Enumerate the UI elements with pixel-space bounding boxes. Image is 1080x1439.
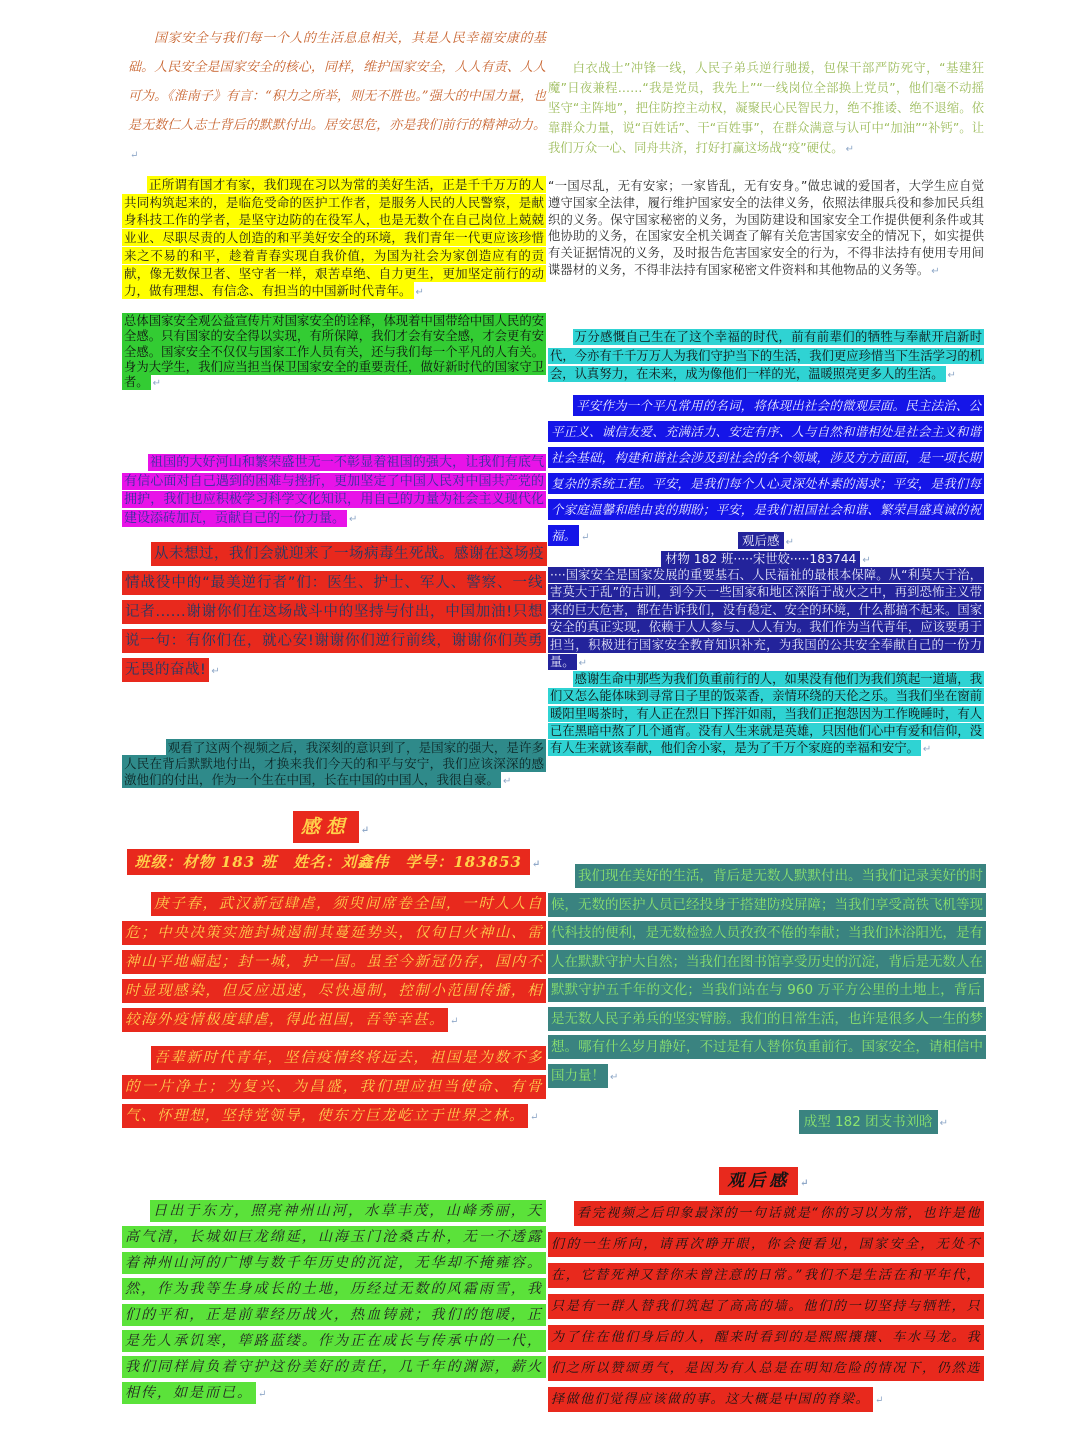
paragraph-mark: ↵ bbox=[939, 1118, 948, 1129]
red-calligraphy-1-text: 庚子春，武汉新冠肆虐，须臾间席卷全国，一时人人自危；中央决策实施封城遏制其蔓延势头，仅旬日火神山、雷神山平地崛起；封一城，护一国。虽至今新冠仍存，国内不时显现感染，但反应迅速，尽快遏制，控制小范围传播，相较海外疫情极度肆虐，得此祖国，吾等幸甚。 bbox=[122, 892, 546, 1032]
navy-review-byline-text: 材物 182 班·····宋世姣·····183744 bbox=[661, 551, 860, 567]
cyan-thanks-paragraph bbox=[548, 671, 984, 758]
paragraph-mark: ↵ bbox=[800, 1178, 813, 1189]
cyan-thanks-text: 感谢生命中那些为我们负重前行的人，如果没有他们为我们筑起一道墙，我们又怎么能体味到寻常日子里的饭菜香，亲情环绕的天伦之乐。当我们坐在窗前暖阳里喝茶时，有人正在烈日下挥汗如雨，当我们正抱怨因为工作晚睡时，有人已在黑暗中熬了几个通宵。没有人生来就是英雄，只因他们心中有爱和信仰，没有人生来就该奉献，他们舍小家，是为了千万个家庭的幸福和安宁。 bbox=[550, 672, 982, 756]
green-highlight-paragraph bbox=[122, 314, 546, 391]
blue-pingan-text: 平安作为一个平凡常用的名词，将体现出社会的微观层面。民主法治、公平正义、诚信友爱、充满活力、安定有序、人与自然和谐相处是社会主义和谐社会基础，构建和谐社会涉及到社会的各个领域，涉及方方面面，是一项长期复杂的系统工程。平安，是我们每个人心灵深处朴素的渴求；平安，是我们每个家庭温馨和睦由衷的期盼；平安，是我们祖国社会和谐、繁荣昌盛真诚的祝福。 bbox=[548, 395, 984, 546]
paragraph-mark: ↵ bbox=[931, 265, 940, 277]
guanhougan-heading-text: 观后感 bbox=[719, 1167, 798, 1195]
cyan-grateful-text: 万分感慨自己生在了这个幸福的时代，前有前辈们的牺牲与奉献开启新时代，今亦有千千万万人为我们守护当下的生活，我们更应珍惜当下生活学习的机会，认真努力，在未来，成为像他们一样的光，温暖照亮更多人的生活。 bbox=[550, 330, 982, 382]
paragraph-mark: ↵ bbox=[922, 744, 932, 756]
paragraph-mark: ↵ bbox=[578, 658, 587, 670]
signature-line bbox=[548, 1110, 948, 1130]
yellow-highlight-text: 正所谓有国才有家，我们现在习以为常的美好生活，正是千千万万的人共同构筑起来的，是临危受命的医护工作者，是服务人民的人民警察，是献身科技工作的学者，是坚守边防的在役军人，也是无数个在自己岗位上兢兢业业、尽职尽责的人创造的和平美好安全的环境，我们青年一代更应该珍惜来之不易的和平，趁着青春实现自我价值，为国为社会为家创造应有的贡献，像无数保卫者、坚守者一样，艰苦卓绝、自力更生，更加坚定前行的动力，做有理想、有信念、有担当的中国新时代青年。 bbox=[124, 177, 544, 299]
blue-pingan-paragraph bbox=[548, 393, 984, 551]
green-highlight-text: 总体国家安全观公益宣传片对国家安全的诠释，体现着中国带给中国人民的安全感。只有国家的安全得以实现，有所保障，我们才会有安全感，才会更有安全感。国家安全不仅仅与国家工作人员有关，还与我们每一个平凡的人有关。身为大学生，我们应当担当保卫国家安全的重要责任，做好新时代的国家守卫者。 bbox=[124, 314, 544, 390]
class-name-student-id-line bbox=[122, 851, 546, 872]
paragraph-mark: ↵ bbox=[610, 1071, 619, 1083]
paragraph-mark: ↵ bbox=[530, 1112, 540, 1123]
paragraph-mark: ↵ bbox=[349, 513, 358, 525]
intro-calligraphy-paragraph bbox=[128, 24, 546, 170]
paragraph-mark: ↵ bbox=[450, 1016, 460, 1027]
red-bottom-review-paragraph bbox=[548, 1198, 984, 1416]
paragraph-mark: ↵ bbox=[581, 532, 590, 543]
navy-review-title bbox=[548, 531, 984, 549]
paragraph-mark: ↵ bbox=[211, 666, 221, 677]
paragraph-mark: ↵ bbox=[862, 555, 871, 566]
red-bottom-review-text: 看完视频之后印象最深的一句话就是“你的习以为常，也许是他们的一生所向，请再次睁开眼，你会便看见，国家安全，无处不在，它替死神又替你未曾注意的日常。”我们不是生活在和平年代，只是有一群人替我们筑起了高高的墙。他们的一切坚持与牺牲，只为了住在他们身后的人，醒来时看到的是熙熙攘攘、车水马龙。我们之所以赞颂勇气，是因为有人总是在明知危险的情况下，仍然选择做他们觉得应该做的事。这大概是中国的脊梁。 bbox=[548, 1201, 984, 1412]
paragraph-mark: ↵ bbox=[845, 144, 854, 155]
green-bottom-calligraphy-paragraph bbox=[122, 1198, 546, 1408]
teal-life-text: 我们现在美好的生活，背后是无数人默默付出。当我们记录美好的时候，无数的医护人员已经投身于搭建防疫屏障；当我们享受高铁飞机等现代科技的便利，是无数检验人员孜孜不倦的奉献；当我们沐浴阳光，是有人在默默守护大自然；当我们在图书馆享受历史的沉淀，背后是无数人在默默守护五千年的文化；当我们站在与 960 万平方公里的土地上，背后是无数人民子弟兵的坚实臂膀。我们的日常生活，也许是很多人一生的梦想。哪有什么岁月静好，不过是有人替你负重前行。国家安全，请相信中国力量！ bbox=[548, 864, 986, 1088]
olive-text-paragraph bbox=[548, 58, 984, 160]
intro-text: 国家安全与我们每一个人的生活息息相关，其是人民幸福安康的基础。人民安全是国家安全的核心，同样，维护国家安全，人人有责、人人可为。《淮南子》有言：“积力之所举，则无不胜也。”强大的中国力量，也是无数仁人志士背后的默默付出。居安思危，亦是我们前行的精神动力。 bbox=[128, 31, 546, 133]
signature-text: 成型 182 团支书刘晗 bbox=[799, 1110, 938, 1134]
yellow-highlight-paragraph bbox=[122, 176, 546, 302]
red-tribute-paragraph bbox=[122, 540, 546, 686]
navy-review-byline bbox=[548, 549, 984, 567]
magenta-highlight-paragraph bbox=[122, 454, 546, 529]
ganxiang-heading-text: 感想 bbox=[293, 811, 359, 843]
navy-review-title-text: 观后感 bbox=[738, 532, 784, 549]
paragraph-mark: ↵ bbox=[360, 825, 376, 836]
paragraph-mark: ↵ bbox=[875, 1395, 885, 1406]
paragraph-mark: ↵ bbox=[947, 370, 956, 382]
red-calligraphy-paragraph-1 bbox=[122, 890, 546, 1036]
paragraph-mark: ↵ bbox=[532, 859, 542, 870]
olive-paragraph-text: 白衣战士”冲锋一线，人民子弟兵逆行驰援，包保干部严防死守，“基建狂魔”日夜兼程……“我是党员，我先上”“一线岗位全部换上党员”，他们毫不动摇坚守“主阵地”，把住防控主动权，凝聚民心民智民力，绝不推诿、绝不退缩。依靠群众力量，说“百姓话”、干“百姓事”，在群众满意与认可中“加油”“补钙”。让我们万众一心、同舟共济，打好打赢这场战“疫”硬仗。 bbox=[548, 61, 984, 155]
teal-reflection-paragraph bbox=[122, 740, 546, 790]
red-calligraphy-paragraph-2 bbox=[122, 1044, 546, 1132]
navy-review-body-text: ····国家安全是国家发展的重要基石、人民福祉的最根本保障。从“利莫大于治，害莫大于乱”的古训，到今天一些国家和地区深陷于战火之中，再到恐怖主义带来的巨大危害，都在告诉我们，没有稳定、安全的环境，什么都搞不起来。国家安全的真正实现，依赖于人人参与、人人有为。我们作为当代青年，应该要勇于担当，积极进行国家安全教育知识补充，为我国的公共安全奉献自己的一份力量。 bbox=[550, 568, 982, 670]
teal-reflection-text: 观看了这两个视频之后，我深刻的意识到了，是国家的强大，是许多人民在背后默默地付出，才换来我们今天的和平与安宁，我们应该深深的感激他们的付出，作为一个生在中国，长在中国的中国人，我很自豪。 bbox=[124, 740, 544, 787]
legal-duty-paragraph bbox=[548, 178, 984, 281]
cyan-grateful-paragraph bbox=[548, 328, 984, 386]
paragraph-mark: ↵ bbox=[152, 378, 161, 390]
paragraph-mark: ↵ bbox=[785, 537, 794, 548]
paragraph-mark: ↵ bbox=[258, 1389, 269, 1400]
navy-review-body-paragraph bbox=[548, 567, 984, 672]
legal-duty-text: “一国尽乱，无有安家；一家皆乱，无有安身。”做忠诚的爱国者，大学生应自觉遵守国家全法律，履行维护国家安全的法律义务，依照法律服兵役和参加民兵组织的义务。保守国家秘密的义务，为国防建设和国家安全工作提供便利条件或其他协助的义务，在国家安全机关调查了解有关危害国家安全的情况下，如实提供有关证据情况的义务，及时报告危害国家安全的行为，不得非法持有使用专用间谍器材的义务，不得非法持有国家秘密文件资料和其他物品的义务等。 bbox=[548, 179, 984, 277]
paragraph-mark: ↵ bbox=[415, 287, 424, 299]
guanhougan-heading bbox=[548, 1166, 984, 1191]
green-bottom-text: 日出于东方，照亮神州山河，水草丰茂，山峰秀丽，天高气清，长城如巨龙绵延，山海玉门沧桑古朴，无一不透露着神州山河的广博与数千年历史的沉淀，无华却不掩雍容。然，作为我等生身成长的土地，历经过无数的风霜雨雪，我们的平和，正是前辈经历战火，热血铸就；我们的饱暖，正是先人承饥寒，筚路蓝缕。作为正在成长与传承中的一代，我们同样肩负着守护这份美好的责任，几千年的渊源，薪火相传，如是而已。 bbox=[122, 1200, 546, 1404]
paragraph-mark: ↵ bbox=[130, 150, 139, 161]
class-line-text: 班级：材物 183 班 姓名：刘鑫伟 学号：183853 bbox=[127, 849, 530, 875]
red-calligraphy-2-text: 吾辈新时代青年，坚信疫情终将远去，祖国是为数不多的一片净土；为复兴、为昌盛，我们理应担当使命、有骨气、怀理想，坚持党领导，使东方巨龙屹立于世界之林。 bbox=[122, 1046, 546, 1128]
magenta-highlight-text: 祖国的大好河山和繁荣盛世无一不彰显着祖国的强大，让我们有底气有信心面对自己遇到的困难与挫折，更加坚定了中国人民对中国共产党的拥护，我们也应积极学习科学文化知识，用自己的力量为社会主义现代化建设添砖加瓦，贡献自己的一份力量。 bbox=[124, 455, 544, 526]
paragraph-mark: ↵ bbox=[503, 776, 512, 787]
red-tribute-text: 从未想过，我们会就迎来了一场病毒生死战。感谢在这场疫情战役中的“最美逆行者”们：医生、护士、军人、警察、一线记者......谢谢你们在这场战斗中的坚持与付出，中国加油!只想说一句：有你们在，就心安!谢谢你们逆行前线，谢谢你们英勇无畏的奋战! bbox=[122, 542, 547, 682]
teal-life-paragraph bbox=[548, 862, 984, 1092]
ganxiang-heading bbox=[122, 812, 546, 839]
